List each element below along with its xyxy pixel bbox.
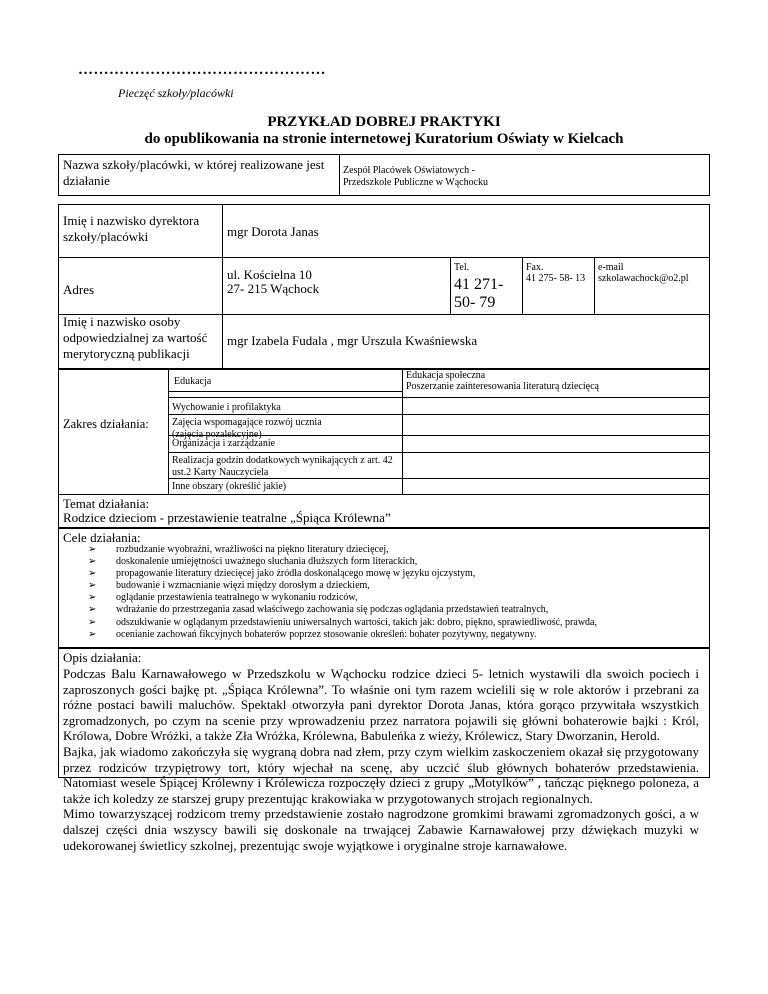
list-item: ➢ propagowanie literatury dziecięcej jako źródła doskonalącego mowę w języku ojczystym, xyxy=(88,568,476,580)
document-title: PRZYKŁAD DOBREJ PRAKTYKI xyxy=(267,114,501,130)
scope-row-5: Inne obszary (określić jakie) xyxy=(172,481,287,492)
address-line2: 27- 215 Wąchock xyxy=(227,281,320,296)
stamp-placeholder: ………………………………………… xyxy=(78,62,326,78)
scope-row-2: Zajęcia wspomagające rozwój ucznia (zajęcia pozalekcyjne) xyxy=(172,417,322,440)
list-item: ➢ rozbudzanie wyobraźni, wrażliwości na piękno literatury dziecięcej, xyxy=(88,544,389,555)
responsible-label: Imię i nazwisko osoby odpowiedzialnej za wartość merytoryczną publikacji xyxy=(63,314,208,361)
document-subtitle: do opublikowania na stronie internetowej Kuratorium Oświaty w Kielcach xyxy=(144,131,624,147)
responsible-value: mgr Izabela Fudala , mgr Urszula Kwaśniewska xyxy=(227,333,478,348)
arrow-bullet-icon: ➢ xyxy=(88,544,97,555)
fax-value: 41 275- 58- 13 xyxy=(526,273,586,284)
arrow-bullet-icon: ➢ xyxy=(88,592,97,604)
description-paragraph-3: Mimo towarzyszącej rodzicom tremy przedstawienie zostało nagrodzone gromkimi brawami zgromadzonych gości, a w dalszej części dnia wszyscy bawili się doskonale na trwającej Zabawie Karnawałowej przy dźwiękach muzyki w udekorowanej świetlicy szkolnej, prezentując swoje wyjątkowe i oryginalne stroje karnawałowe. xyxy=(63,806,699,853)
list-item: ➢ wdrażanie do przestrzegania zasad właściwego zachowania się podczas oglądania przedstawień teatralnych, xyxy=(88,604,549,616)
address-label: Adres xyxy=(63,282,95,297)
description-body xyxy=(63,666,699,853)
scope-label: Zakres działania: xyxy=(63,417,149,431)
list-item: ➢ budowanie i wzmacnianie więzi między dorosłym a dzieckiem, xyxy=(88,580,370,592)
director-value: mgr Dorota Janas xyxy=(227,224,319,239)
scope-social-value: Poszerzanie zainteresowania literaturą dziecięcą xyxy=(406,381,599,392)
goals-list xyxy=(72,544,597,641)
list-item: ➢ doskonalenie umiejętności uważnego słuchania dłuższych form literackich, xyxy=(88,556,418,568)
school-value: Zespół Placówek Oświatowych - Przedszkole Publiczne w Wąchocku xyxy=(343,165,489,188)
arrow-bullet-icon: ➢ xyxy=(88,628,97,640)
arrow-bullet-icon: ➢ xyxy=(88,604,97,616)
list-item: ➢ ocenianie zachowań fikcyjnych bohaterów poprzez stosowanie określeń: bohater pozytywny, negatywny. xyxy=(88,628,537,640)
description-paragraph-1: Podczas Balu Karnawałowego w Przedszkolu w Wąchocku rodzice dzieci 5- letnich wystawili dla swoich pociech i zaproszonych gości bajkę pt. „Śpiąca Królewna”. To właśnie oni tym razem wcielili się w role aktorów i przebrani za różne postaci bawili maluchów. Spektakl otworzyła pani dyrektor Dorota Janas, która gorąco przywitała wszystkich zgromadzonych, po czym na scenie przy wprowadzeniu przez narratora pojawili się główni bohaterowie bajki : Król, Królowa, Dobre Wróżki, a także Zła Wróżka, Królewna, Babuleńka z wieży, Królewicz, Stary Dworzanin, Herold. xyxy=(63,666,699,744)
address-line1: ul. Kościelna 10 xyxy=(227,267,312,282)
arrow-bullet-icon: ➢ xyxy=(88,616,97,628)
email-label: e-mail xyxy=(598,262,624,273)
list-item: ➢ odszukiwanie w oglądanym przedstawieniu uniwersalnych wartości, takich jak: dobro, piękno, sprawiedliwość, prawda, xyxy=(88,616,597,628)
scope-row-4: Realizacja godzin dodatkowych wynikających z art. 42 ust.2 Karty Nauczyciela xyxy=(172,455,393,478)
scope-row-1: Wychowanie i profilaktyka xyxy=(172,402,281,413)
goals-label: Cele działania: xyxy=(63,530,141,545)
list-item: ➢ oglądanie przestawienia teatralnego w wykonaniu rodziców, xyxy=(88,592,358,604)
arrow-bullet-icon: ➢ xyxy=(88,568,97,580)
scope-row-3: Organizacja i zarządzanie xyxy=(172,438,276,449)
scope-education: Edukacja xyxy=(174,376,212,387)
arrow-bullet-icon: ➢ xyxy=(88,556,97,568)
school-label: Nazwa szkoły/placówki, w której realizowane jest działanie xyxy=(63,157,325,188)
description-label: Opis działania: xyxy=(63,650,142,665)
tel-value: 41 271- 50- 79 xyxy=(454,276,504,311)
tel-label: Tel. xyxy=(454,262,470,273)
fax-label: Fax. xyxy=(526,262,544,273)
email-value: szkolawachock@o2.pl xyxy=(598,273,689,284)
topic-value: Rodzice dzieciom - przestawienie teatralne „Śpiąca Królewna” xyxy=(63,510,391,525)
stamp-label: Pieczęć szkoły/placówki xyxy=(118,86,234,100)
scope-social-title: Edukacja społeczna xyxy=(406,370,486,381)
description-paragraph-2: Bajka, jak wiadomo zakończyła się wygraną dobra nad złem, przy czym wielkim zaskoczeniem okazał się przygotowany przez rodziców trzypiętrowy tort, który wjechał na scenę, aby uczcić ślub głównych bohaterów przedstawienia. Natomiast wesele Śpiącej Królewny i Królewicza rozpoczęły dzieci z grupy „Motylków” , tańcząc pięknego poloneza, a także ich koledzy ze starszej grupy prezentując krakowiaka w przygotowanych strojach regionalnych. xyxy=(63,743,699,806)
arrow-bullet-icon: ➢ xyxy=(88,580,97,592)
director-label: Imię i nazwisko dyrektora szkoły/placówki xyxy=(63,213,200,244)
topic-label: Temat działania: xyxy=(63,496,150,511)
